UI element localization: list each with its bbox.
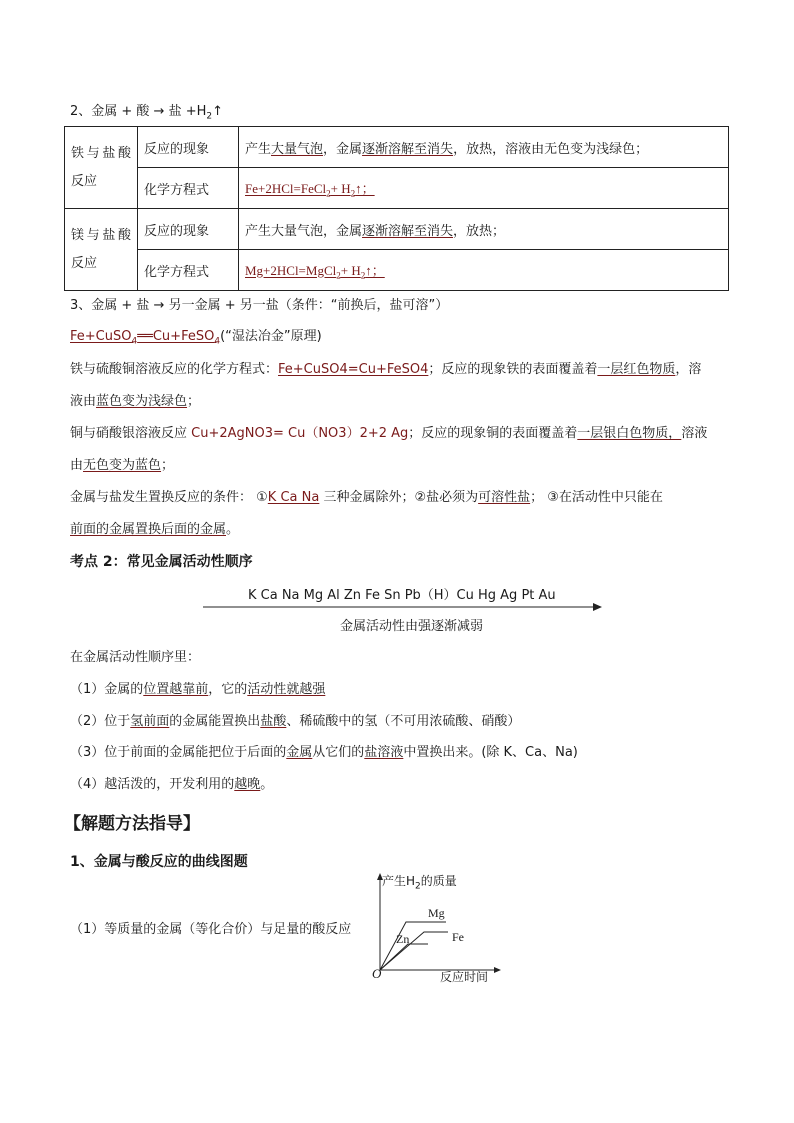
metal-cell: 镁与盐酸反应 [65, 209, 138, 291]
metal-cell: 铁与盐酸反应 [65, 127, 138, 209]
phenomenon-label: 反应的现象 [138, 127, 239, 168]
underlined-text: 无色变为蓝色 [83, 458, 162, 473]
text: （4）越活泼的，开发利用的 [70, 777, 235, 792]
text: ，放热，溶液由无色变为浅绿色； [453, 141, 649, 157]
underlined-text: 逐渐溶解至消失 [362, 223, 454, 239]
eq-sub: 4 [214, 336, 221, 347]
text: 的金属能置换出 [169, 714, 261, 729]
text: ； [161, 458, 175, 473]
eq-part: Mg+2HCl=MgCl [245, 262, 337, 278]
text: 铁与硫酸铜溶液反应的化学方程式： [70, 362, 279, 377]
activity-point-1 [70, 680, 325, 700]
text: 金属与盐发生置换反应的条件： ① [70, 490, 268, 505]
fe-cuso4-line-2 [70, 392, 200, 412]
gas-arrow: ↑ [212, 104, 224, 119]
eq-sub: 2 [326, 188, 331, 199]
graph-fe-label: Fe [452, 930, 464, 944]
fe-cuso4-line [70, 360, 701, 380]
eq-part: Fe+CuSO [70, 329, 132, 344]
keypoint-2-title: 考点 2：常见金属活动性顺序 [70, 554, 253, 570]
underlined-text: 盐酸 [260, 714, 287, 729]
text: 产生大量气泡，金属 [245, 223, 363, 239]
activity-caption: 金属活动性由强逐渐减弱 [340, 619, 484, 634]
eq-sub: 4 [131, 336, 138, 347]
cu-agno3-line-2 [70, 456, 174, 476]
underlined-text: 前面的金属置换后面的金属 [70, 522, 227, 537]
text: ； ③在活动性中只能在 [530, 490, 663, 505]
text: ，放热； [453, 223, 506, 239]
activity-point-4 [70, 775, 273, 795]
equation [245, 180, 375, 199]
conditions-line [70, 488, 663, 508]
underlined-text: 位置越靠前 [143, 682, 209, 697]
underlined-text: 一层红色物质 [597, 362, 676, 377]
text: ，它的 [208, 682, 248, 697]
activity-point-2 [70, 712, 520, 732]
text: （2）位于 [70, 714, 131, 729]
underlined-text: 活动性就越强 [247, 682, 326, 697]
underlined-text: 可溶性盐 [478, 490, 531, 505]
underlined-text: K Ca Na [267, 490, 320, 505]
metal-acid-table [64, 126, 729, 291]
x-axis-arrow [494, 967, 501, 973]
graph-zn-label: Zn [396, 932, 410, 946]
phenomenon-label: 反应的现象 [138, 209, 239, 250]
section-3-title: 3、金属 + 盐 → 另一金属 + 另一盐（条件：“前换后，盐可溶”） [70, 298, 449, 313]
eq-sub: 2 [360, 270, 366, 281]
method-question-1: （1）等质量的金属（等化合价）与足量的酸反应 [70, 922, 352, 937]
text: ，金属 [323, 141, 363, 157]
text: ；反应的现象铜的表面覆盖着 [408, 426, 578, 441]
eq-part: Fe+2HCl=FeCl [245, 180, 327, 196]
conditions-line-2 [70, 520, 239, 540]
underlined-text: 一层银白色物质， [577, 426, 682, 441]
activity-intro: 在金属活动性顺序里： [70, 650, 201, 665]
activity-series: K Ca Na Mg Al Zn Fe Sn Pb（H）Cu Hg Ag Pt Au [248, 588, 556, 603]
table-row [65, 127, 729, 168]
underlined-text: 越晚 [234, 777, 261, 792]
equation-label: 化学方程式 [138, 250, 239, 291]
table-row [65, 168, 729, 209]
text: 溶液 [681, 426, 708, 441]
wet-metallurgy-line [70, 327, 322, 352]
eq-sub: 2 [336, 270, 341, 281]
graph-y-label [382, 872, 457, 891]
text: 。 [260, 777, 274, 792]
text: 三种金属除外；②盐必须为 [319, 490, 479, 505]
text: ；反应的现象铁的表面覆盖着 [428, 362, 598, 377]
underlined-text: 逐渐溶解至消失 [362, 141, 454, 157]
eq-part: ↑； [365, 262, 385, 278]
underlined-text: 蓝色变为浅绿色 [96, 394, 188, 409]
method-title: 【解题方法指导】 [64, 814, 200, 834]
eq-part: ↑； [355, 180, 375, 196]
text: 从它们的 [312, 745, 365, 760]
text: 。 [226, 522, 240, 537]
eq-part: + H [340, 262, 361, 278]
graph-origin-label: O [372, 966, 382, 981]
equation-label: 化学方程式 [138, 168, 239, 209]
text: ，溶 [675, 362, 702, 377]
text: 、稀硫酸中的氢（不可用浓硫酸、硝酸） [286, 714, 521, 729]
equation: Fe+CuSO4=Cu+FeSO4 [278, 362, 429, 377]
text: （1）金属的 [70, 682, 144, 697]
text: 的质量 [420, 874, 457, 888]
equation-cell [239, 168, 729, 209]
eq-part: + H [330, 180, 351, 196]
section-2-title-text: 2、金属 + 酸 → 盐 +H [70, 104, 207, 119]
subscript: 2 [415, 881, 421, 892]
phenomenon-cell [239, 209, 729, 250]
cu-agno3-line [70, 424, 707, 444]
eq-sub: 2 [350, 188, 356, 199]
method-subtitle: 1、金属与酸反应的曲线图题 [70, 854, 248, 870]
equation [245, 262, 385, 281]
table-row [65, 250, 729, 291]
text: 中置换出来。(除 K、Ca、Na) [403, 745, 578, 760]
text: 铜与硝酸银溶液反应 [70, 426, 192, 441]
equation: Cu+2AgNO3= Cu（NO3）2+2 Ag [191, 426, 409, 441]
table-row [65, 209, 729, 250]
eq-part: ══Cu+FeSO [137, 329, 215, 344]
text: 由 [70, 458, 84, 473]
mg-curve [380, 922, 446, 970]
underlined-text: 盐溶液 [364, 745, 404, 760]
underlined-text: 大量气泡 [271, 141, 324, 157]
text: ； [187, 394, 201, 409]
equation-cell [239, 250, 729, 291]
text: 产生 [245, 141, 272, 157]
text: 液由 [70, 394, 97, 409]
text: 产生H [382, 874, 416, 888]
activity-point-3 [70, 743, 578, 763]
underlined-text: 氢前面 [130, 714, 170, 729]
text: （3）位于前面的金属能把位于后面的 [70, 745, 287, 760]
section-2-title [70, 102, 223, 127]
wet-note: (“湿法冶金”原理) [220, 329, 322, 344]
wet-equation [70, 329, 221, 347]
h2-subscript: 2 [206, 111, 213, 122]
activity-arrow [203, 600, 603, 614]
phenomenon-cell [239, 127, 729, 168]
graph-mg-label: Mg [428, 906, 445, 920]
underlined-text: 金属 [286, 745, 313, 760]
graph-x-label: 反应时间 [440, 970, 489, 984]
